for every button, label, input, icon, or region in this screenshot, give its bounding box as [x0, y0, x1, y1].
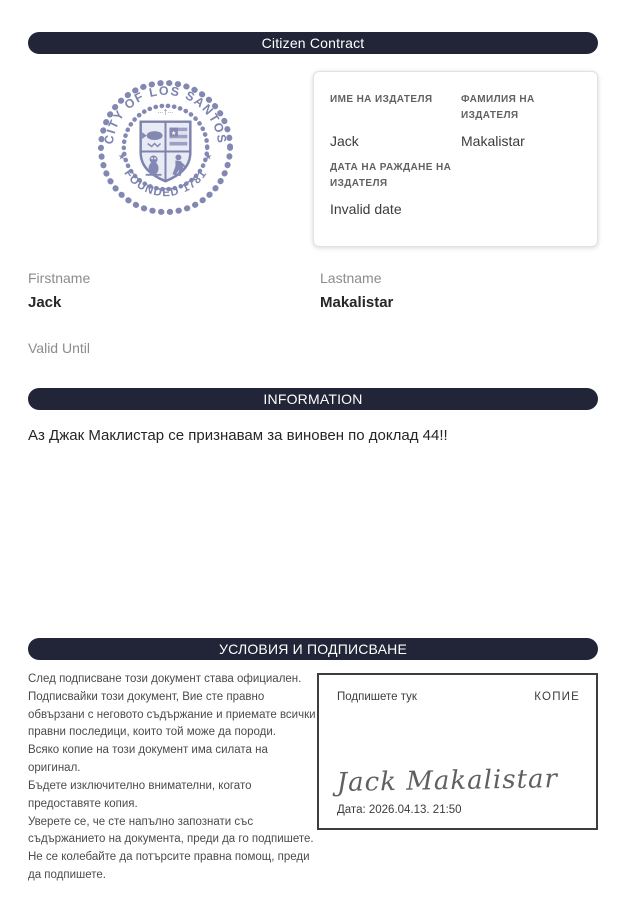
- lastname-value: Makalistar: [320, 293, 394, 311]
- valid-until-label: Valid Until: [28, 340, 90, 356]
- firstname-value: Jack: [28, 293, 62, 311]
- issuer-firstname-value: Jack: [330, 133, 359, 149]
- terms-line: Подписвайки този документ, Вие сте правно обвързани с неговото съдържание и приемате всички правни последици, които той може да породи.: [28, 690, 316, 739]
- sign-here-label: Подпишете тук: [337, 691, 417, 703]
- lastname-field: [320, 270, 393, 312]
- svg-text:★: ★: [170, 131, 177, 138]
- firstname-field: [28, 270, 90, 312]
- copy-badge: КОПИЕ: [534, 691, 580, 703]
- signature-box[interactable]: [317, 673, 598, 830]
- issuer-lastname-value: Makalistar: [461, 133, 525, 149]
- signature-handwriting: Jack Makalistar: [336, 764, 559, 798]
- information-text: Аз Джак Маклистар се признавам за виновен по доклад 44!!: [28, 427, 448, 444]
- seal-right-star-icon: ★: [204, 151, 213, 162]
- terms-line: Бъдете изключително внимателни, когато предоставяте копия.: [28, 779, 252, 810]
- seal-top-ornament-icon: ∙∙∙†∙∙∙: [157, 109, 174, 117]
- title-banner: [28, 32, 598, 54]
- firstname-label: Firstname: [28, 270, 91, 286]
- terms-text-block: [28, 671, 321, 885]
- information-title: INFORMATION: [263, 391, 363, 407]
- lastname-label: Lastname: [320, 270, 382, 286]
- city-seal: [96, 78, 235, 217]
- issuer-birthdate-value: Invalid date: [330, 201, 402, 218]
- terms-line: Всяко копие на този документ има силата на оригинал.: [28, 744, 268, 775]
- signature-date: Дата: 2026.04.13. 21:50: [337, 804, 462, 816]
- seal-left-star-icon: ★: [117, 151, 126, 162]
- shield-flag-icon: [169, 128, 187, 146]
- issuer-info-card: [313, 71, 598, 247]
- issuer-lastname-label: ФАМИЛИЯ НА ИЗДАТЕЛЯ: [461, 94, 535, 121]
- valid-until-field: [28, 340, 90, 364]
- document-title: Citizen Contract: [261, 35, 365, 51]
- issuer-firstname-label: ИМЕ НА ИЗДАТЕЛЯ: [330, 94, 433, 105]
- seal-bottom-text: FOUNDED 1781: [121, 167, 210, 200]
- information-banner: [28, 388, 598, 410]
- terms-line: След подписване този документ става официален.: [28, 673, 302, 685]
- city-seal-graphic: [96, 78, 235, 217]
- terms-line: Не се колебайте да потърсите правна помощ, преди да подпишете.: [28, 851, 310, 881]
- terms-line: Уверете се, че сте напълно запознати със съдържанието на документа, преди да го подпишете.: [28, 815, 314, 846]
- terms-title: УСЛОВИЯ И ПОДПИСВАНЕ: [219, 641, 407, 657]
- issuer-birthdate-label: ДАТА НА РАЖДАНЕ НА ИЗДАТЕЛЯ: [330, 162, 452, 189]
- terms-banner: [28, 638, 598, 660]
- seal-top-text: CITY OF LOS SANTOS: [101, 83, 230, 146]
